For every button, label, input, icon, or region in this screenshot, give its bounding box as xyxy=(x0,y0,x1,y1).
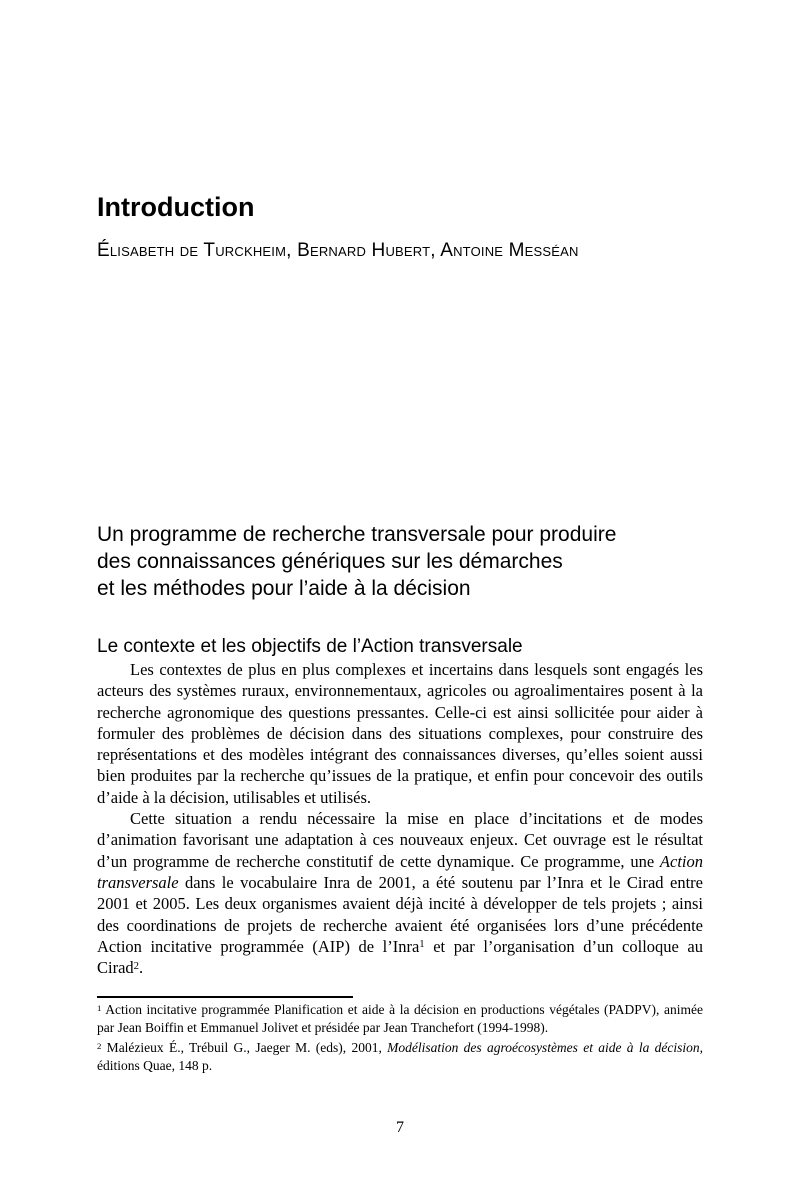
section-heading-line-2: des connaissances génériques sur les démarches xyxy=(97,550,563,573)
subsection-heading: Le contexte et les objectifs de l’Action transversale xyxy=(97,636,523,657)
authors-line: Élisabeth de Turckheim, Bernard Hubert, Antoine Messéan xyxy=(97,240,579,261)
paragraph-2-text: . xyxy=(139,958,144,978)
paragraph-2-text: Cette situation a rendu nécessaire la mise en place d’incitations et de modes d’animation favorisant une adaptation à ces nouveaux enjeux. Cet ouvrage est le résultat d’un programme de recherche constitutif de cette dynamique. Ce programme, une xyxy=(97,809,703,871)
footnote-1-text: Action incitative programmée Planification et aide à la décision en productions végétales (PADPV), animée par Jean Boiffin et Emmanuel Jolivet et présidée par Jean Tranchefort (1994-1998). xyxy=(97,1002,703,1035)
paragraph-2-text: dans le vocabulaire Inra de 2001, a été soutenu par l’Inra et le Cirad entre 2001 et 2005. Les deux organismes avaient déjà incité à développer de tels projets ; ainsi des coordinations de projets de recherche avaient été organisées lors d’une précédente Action incitative programmée (AIP) de l’Inra xyxy=(97,872,703,956)
italic-action-transversale: Action transversale xyxy=(97,851,703,892)
section-heading xyxy=(97,521,703,602)
footnote-reference-2: 2 xyxy=(133,959,140,972)
chapter-title: Introduction xyxy=(97,192,255,222)
text-column xyxy=(97,0,703,1138)
paragraph-1: Les contextes de plus en plus complexes et incertains dans lesquels sont engagés les acteurs des systèmes ruraux, environnementaux, agricoles ou agroalimentaires posent à la recherche agronomique des questions pressantes. Celle-ci est ainsi sollicitée pour aider à formuler des problèmes de décision dans des situations complexes, pour construire des représentations et des modèles intégrant des connaissances diverses, qu’elles soient aussi bien produites par la recherche qu’issues de la pratique, et enfin pour concevoir des outils d’aide à la décision, utilisables et utilisés. xyxy=(97,660,703,807)
footnote-reference-1: 1 xyxy=(419,938,425,951)
section-heading-line-1: Un programme de recherche transversale pour produire xyxy=(97,523,617,546)
footnote-1-marker: 1 xyxy=(97,1002,102,1013)
page-number: 7 xyxy=(396,1119,404,1137)
footnote-2-book-title: Modélisation des agroécosystèmes et aide à la décision, xyxy=(387,1040,703,1056)
footnote-2-marker: 2 xyxy=(97,1040,102,1051)
section-heading-line-3: et les méthodes pour l’aide à la décision xyxy=(97,577,471,600)
footnote-1 xyxy=(97,1001,703,1036)
paragraph-2-text: et par l’organisation d’un colloque au Cirad xyxy=(97,936,703,978)
footnote-2 xyxy=(97,1039,703,1074)
footnote-separator-rule xyxy=(97,996,353,998)
footnote-2-text: éditions Quae, 148 p. xyxy=(97,1057,213,1073)
paragraph-2 xyxy=(97,808,703,978)
footnote-2-text: Malézieux É., Trébuil G., Jaeger M. (eds), 2001, xyxy=(101,1040,388,1056)
